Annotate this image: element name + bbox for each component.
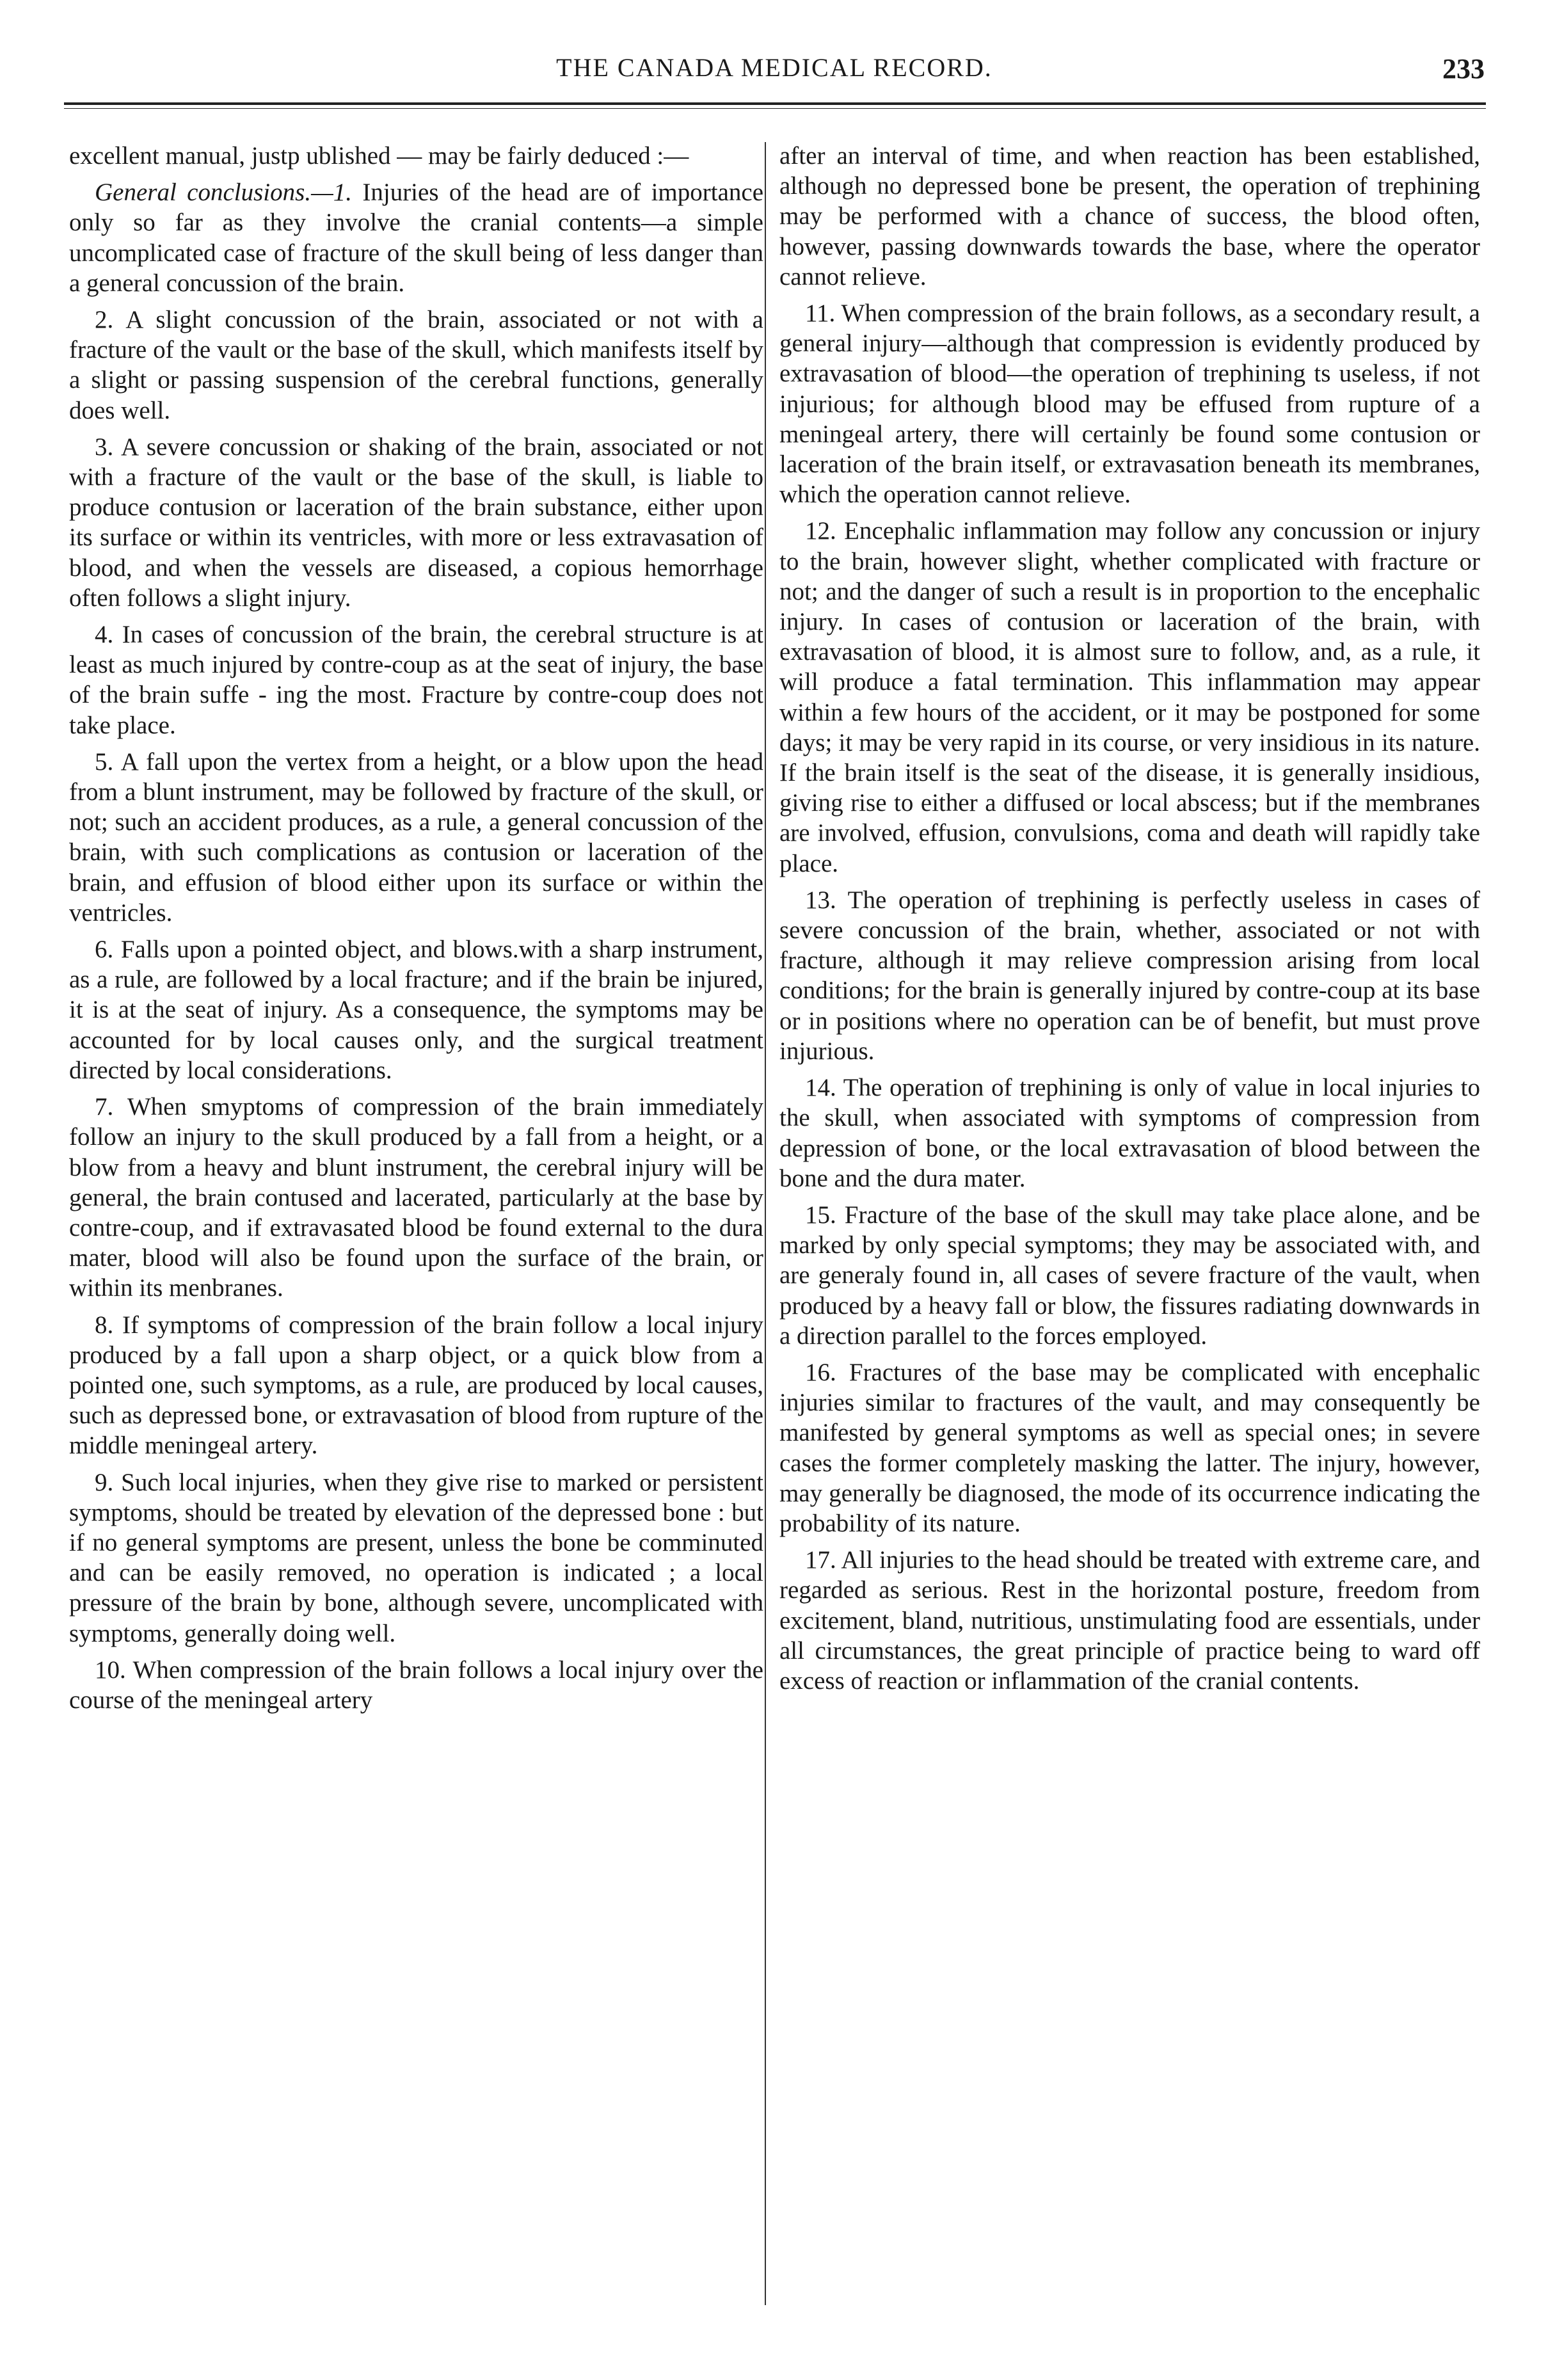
paragraph: 13. The operation of trephining is perfectly useless in cases of severe concussion of the brain, whether, associated or not with fracture, although it may relieve compression arising from local conditions; for the brain is generally injured by contre-coup at its base or in positions where no operation can be of benefit, but must prove injurious. bbox=[779, 886, 1480, 1065]
paragraph: 9. Such local injuries, when they give rise to marked or persistent symptoms, should be treated by elevation of the depressed bone : but if no general symptoms are present, unless the bone be comminuted and can be easily removed, no operation is indicated ; a local pressure of the brain by bone, although severe, uncomplicated with symptoms, generally doing well. bbox=[69, 1468, 763, 1647]
right-column bbox=[779, 141, 1480, 1702]
paragraph: 16. Fractures of the base may be complicated with encephalic injuries similar to fractures of the vault, and may consequently be manifested by general symptoms as well as special ones; in severe cases the former completely masking the latter. The injury, however, may generally be diagnosed, the mode of its occurrence indicating the probability of its nature. bbox=[779, 1358, 1480, 1537]
paragraph: 3. A severe concussion or shaking of the brain, associated or not with a fracture of the vault or the base of the skull, is liable to produce contusion or laceration of the brain substance, either upon its surface or within its ventricles, with more or less extravasation of blood, and when the vessels are diseased, a copious hemorrhage often follows a slight injury. bbox=[69, 433, 763, 612]
left-column bbox=[69, 141, 763, 1721]
paragraph: 7. When smyptoms of compression of the brain immediately follow an injury to the skull produced by a fall from a height, or a blow from a heavy and blunt instrument, the cerebral injury will be general, the brain contused and lacerated, particularly at the base by contre-coup, and if extravasated blood be found external to the dura mater, blood will also be found upon the surface of the brain, or within its menbranes. bbox=[69, 1093, 763, 1302]
paragraph: after an interval of time, and when reaction has been established, although no depressed bone be present, the operation of trephining may be performed with a chance of success, the blood often, however, passing downwards towards the base, where the operator cannot relieve. bbox=[779, 142, 1480, 291]
header-rule bbox=[64, 102, 1486, 109]
paragraph: General conclusions.—1. Injuries of the head are of importance only so far as they involve the cranial contents—a simple uncomplicated case of fracture of the skull being of less danger than a general concussion of the brain. bbox=[69, 179, 764, 297]
running-header bbox=[64, 52, 1485, 97]
paragraph: 17. All injuries to the head should be treated with extreme care, and regarded as serious. Rest in the horizontal posture, freedom from excitement, bland, nutritious, unstimulating food are essentials, under all circumstances, the great principle of practice being to ward off excess of reaction or inflammation of the cranial contents. bbox=[779, 1546, 1480, 1695]
paragraph: 8. If symptoms of compression of the brain follow a local injury produced by a fall upon a sharp object, or a quick blow from a pointed one, such symptoms, as a rule, are produced by local causes, such as depressed bone, or extravasation of blood from rupture of the middle meningeal artery. bbox=[69, 1311, 763, 1460]
paragraph: excellent manual, justp ublished — may be fairly deduced :— bbox=[69, 142, 689, 170]
paragraph: 2. A slight concussion of the brain, associated or not with a fracture of the vault or the base of the skull, which manifests itself by a slight or passing suspension of the cerebral functions, generally does well. bbox=[69, 306, 763, 424]
paragraph: 11. When compression of the brain follows, as a secondary result, a general injury—although that compression is evidently produced by extravasation of blood—the operation of trephining ts useless, if not injurious; for although blood may be effused from rupture of a meningeal artery, there will certainly be found some contusion or laceration of the brain itself, or extravasation beneath its membranes, which the operation cannot relieve. bbox=[779, 299, 1480, 509]
paragraph: 5. A fall upon the vertex from a height, or a blow upon the head from a blunt instrument, may be followed by fracture of the skull, or not; such an accident produces, as a rule, a general concussion of the brain, with such complications as contusion or laceration of the brain, and effusion of blood either upon its surface or within the ventricles. bbox=[69, 747, 763, 927]
journal-title: THE CANADA MEDICAL RECORD. bbox=[556, 53, 993, 82]
paragraph: 12. Encephalic inflammation may follow any concussion or injury to the brain, however slight, whether complicated with fracture or not; and the danger of such a result is in proportion to the encephalic injury. In cases of contusion or laceration of the brain, with extravasation of blood, it is almost sure to follow, and, as a rule, it will produce a fatal termination. This inflammation may appear within a few hours of the accident, or it may be postponed for some days; it may be very rapid in its course, or very insidious in its nature. If the brain itself is the seat of the disease, it is generally insidious, giving rise to either a diffused or local abscess; but if the membranes are involved, effusion, convulsions, coma and death will rapidly take place. bbox=[779, 517, 1480, 877]
paragraph: 6. Falls upon a pointed object, and blows.with a sharp instrument, as a rule, are followed by a local fracture; and if the brain be injured, it is at the seat of injury. As a consequence, the symptoms may be accounted for by local causes only, and the surgical treatment directed by local considerations. bbox=[69, 936, 763, 1084]
section-heading: General conclusions.—1. bbox=[95, 179, 352, 207]
paragraph: 14. The operation of trephining is only of value in local injuries to the skull, when associated with symptoms of compression from depression of bone, or the local extravasation of blood between the bone and the dura mater. bbox=[779, 1074, 1480, 1192]
paragraph: 10. When compression of the brain follows a local injury over the course of the meningeal artery bbox=[69, 1656, 763, 1714]
paragraph: 4. In cases of concussion of the brain, the cerebral structure is at least as much injured by contre-coup as at the seat of injury, the base of the brain suffe - ing the most. Fracture by contre-coup does not take place. bbox=[69, 621, 763, 739]
column-divider bbox=[765, 142, 766, 2305]
page-number: 233 bbox=[1442, 53, 1485, 84]
paragraph: 15. Fracture of the base of the skull may take place alone, and be marked by only special symptoms; they may be associated with, and are generaly found in, all cases of severe fracture of the vault, when produced by a heavy fall or blow, the fissures radiating downwards in a direction parallel to the forces employed. bbox=[779, 1201, 1480, 1350]
